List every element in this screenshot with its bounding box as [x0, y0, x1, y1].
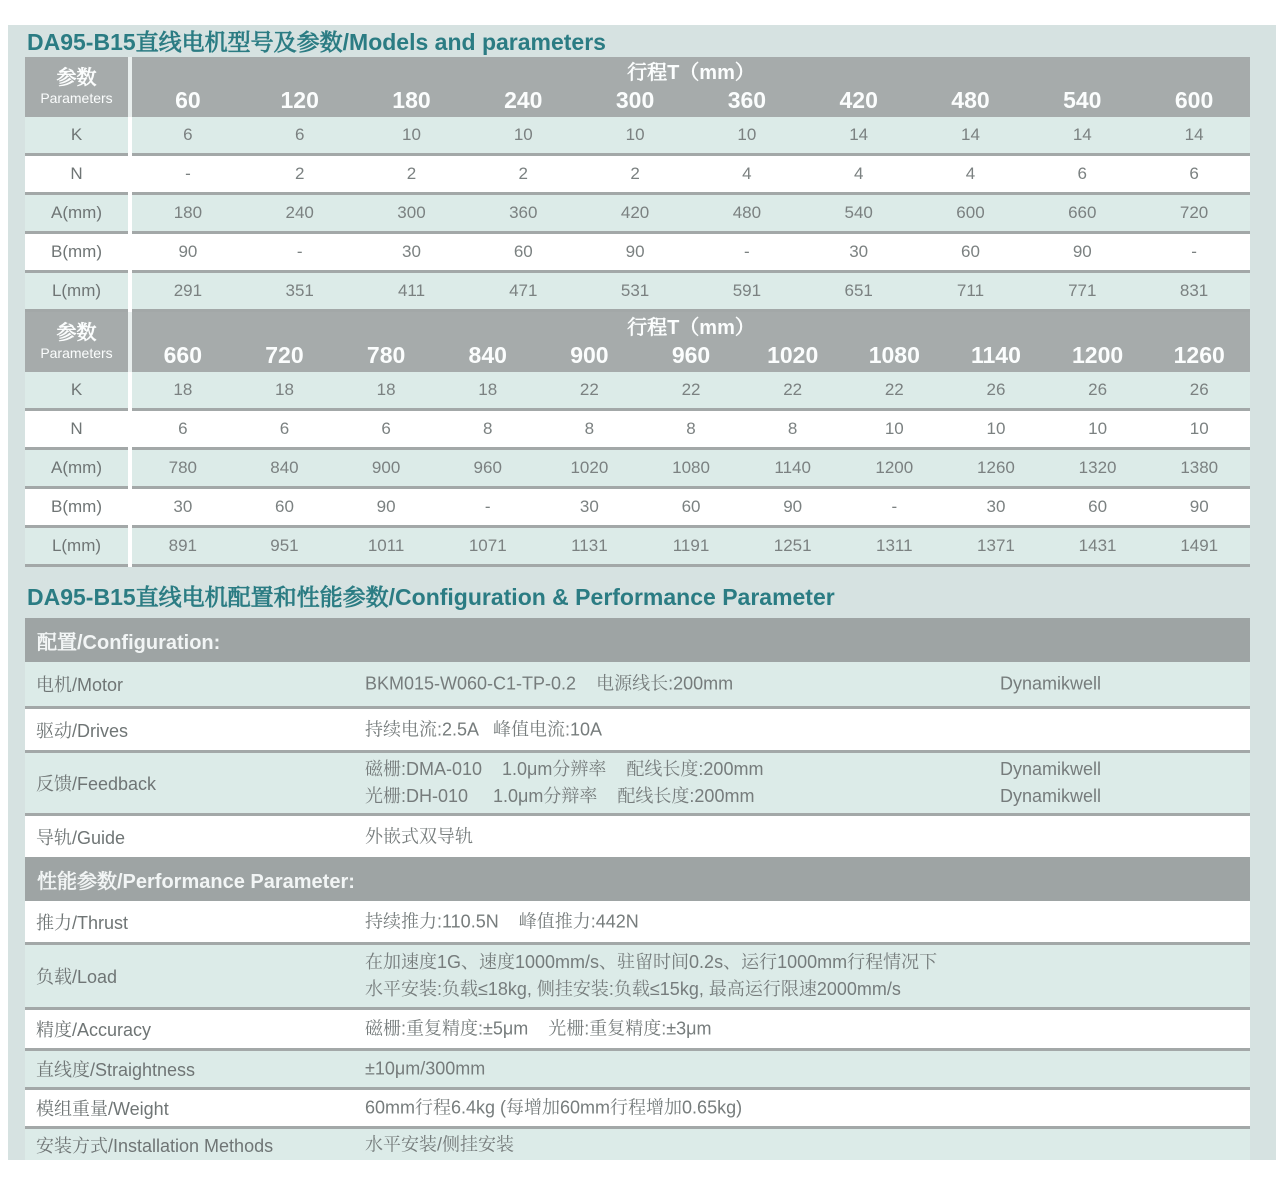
- table-cell: 10: [884, 419, 904, 438]
- table-cell: 8: [686, 419, 696, 438]
- row-data: [132, 411, 1250, 447]
- table-cell: 6: [183, 125, 193, 144]
- table-cell: -: [744, 242, 750, 261]
- spec-label: 推力/Thrust: [36, 912, 129, 933]
- table-cell: 60: [513, 242, 533, 261]
- column-headers: [132, 341, 1250, 369]
- table-cell: -: [185, 164, 191, 183]
- spec-values: [365, 823, 473, 850]
- table-cell: 6: [279, 419, 290, 438]
- row-label: K: [70, 380, 83, 399]
- table-cell: 1080: [672, 458, 710, 477]
- table-cell: 831: [1179, 281, 1209, 300]
- spec-values: [365, 756, 1102, 810]
- table-cell: 720: [1179, 203, 1209, 222]
- table-cell: -: [891, 497, 898, 516]
- table-cell: 411: [397, 281, 426, 300]
- table-cell: 1140: [774, 458, 811, 477]
- table-cell: 6: [1077, 164, 1087, 183]
- table-cell: 4: [965, 164, 976, 183]
- spec-value-line: [365, 783, 1102, 810]
- configuration-section: [25, 618, 1250, 857]
- content-panel: [8, 25, 1276, 1160]
- table-cell: 1020: [570, 458, 609, 477]
- spec-label: 导轨/Guide: [36, 827, 126, 848]
- row-data: [132, 195, 1250, 231]
- table-cell: 291: [173, 281, 203, 300]
- table-cell: 6: [178, 419, 188, 438]
- spec-label: 负载/Load: [36, 967, 118, 987]
- column-header: 660: [163, 342, 202, 368]
- column-headers: [132, 86, 1250, 114]
- parameters-header-cell: [25, 57, 128, 117]
- table-row: [25, 117, 1250, 153]
- row-label: N: [70, 419, 83, 438]
- row-data: [132, 450, 1250, 486]
- table-cell: 22: [783, 380, 803, 399]
- column-header: 420: [839, 87, 878, 113]
- column-header: 180: [392, 87, 431, 113]
- spec-row: [25, 816, 1250, 857]
- row-label: A(mm): [51, 203, 102, 222]
- table-cell: 30: [173, 497, 193, 516]
- table-cell: 1320: [1078, 458, 1117, 477]
- spec-value: 水平安装:负载≤18kg, 侧挂安装:负载≤15kg, 最高运行限速2000mm/s: [365, 979, 901, 999]
- table-cell: 18: [376, 380, 396, 399]
- table-cell: 840: [270, 458, 299, 477]
- table-cell: 1071: [468, 536, 507, 555]
- row-label: A(mm): [51, 458, 102, 477]
- table-cell: 660: [1068, 203, 1097, 222]
- table-row: [25, 372, 1250, 408]
- column-header: 1080: [868, 342, 920, 368]
- spec-value: 磁栅:DMA-010 1.0μm分辨率 配线长度:200mm: [365, 759, 764, 779]
- config-title: DA95-B15直线电机配置和性能参数/Configuration & Performance Parameter: [27, 584, 835, 610]
- table-row: [25, 489, 1250, 525]
- table-header-row: [25, 312, 1250, 372]
- table-cell: 10: [402, 125, 421, 144]
- column-header: 840: [468, 342, 507, 368]
- column-header: 1260: [1173, 342, 1225, 368]
- table-cell: 60: [275, 497, 294, 516]
- row-data: [132, 117, 1250, 153]
- table-cell: 22: [681, 380, 701, 399]
- table-cell: 420: [620, 203, 650, 222]
- section-header: 配置/Configuration:: [25, 618, 1250, 662]
- table-cell: 14: [961, 125, 980, 144]
- table-cell: 1011: [367, 536, 405, 555]
- table-cell: 18: [173, 380, 193, 399]
- spec-value: 在加速度1G、速度1000mm/s、驻留时间0.2s、运行1000mm行程情况下: [365, 952, 938, 972]
- table-cell: 891: [168, 536, 197, 555]
- spec-label: 驱动/Drives: [36, 720, 129, 741]
- table-cell: 2: [630, 164, 640, 183]
- row-data: [132, 372, 1250, 408]
- table-cell: 30: [986, 497, 1006, 516]
- table-cell: 1491: [1180, 536, 1219, 555]
- column-header: 60: [175, 87, 201, 113]
- spec-label: 直线度/Straightness: [36, 1060, 196, 1080]
- table-header-row: [25, 57, 1250, 117]
- table-cell: 26: [1088, 380, 1108, 399]
- brand-name: Dynamikwell: [1000, 673, 1102, 694]
- table-cell: 771: [1068, 281, 1097, 300]
- table-cell: 6: [1189, 164, 1199, 183]
- spec-label: 电机/Motor: [36, 675, 124, 695]
- table-cell: 18: [275, 380, 294, 399]
- table-cell: 360: [509, 203, 538, 222]
- spec-row: [25, 753, 1250, 813]
- spec-values: [365, 1131, 514, 1158]
- spec-value-line: [365, 1056, 485, 1083]
- column-header: 1020: [767, 342, 819, 368]
- spec-values: [365, 949, 937, 1003]
- column-header: 600: [1174, 87, 1214, 113]
- table-cell: 540: [844, 203, 873, 222]
- table-cell: -: [296, 242, 303, 261]
- spec-values: [365, 908, 639, 935]
- column-header: 240: [504, 87, 543, 113]
- table-cell: 6: [294, 125, 305, 144]
- row-data: [132, 489, 1250, 525]
- table-cell: 90: [783, 497, 803, 516]
- spec-value: BKM015-W060-C1-TP-0.2 电源线长:200mm: [365, 673, 734, 694]
- spec-label: 安装方式/Installation Methods: [36, 1135, 274, 1156]
- table-cell: 14: [849, 125, 869, 144]
- table-cell: 1431: [1078, 536, 1117, 555]
- spec-value: 持续推力:110.5N 峰值推力:442N: [365, 911, 639, 931]
- table-cell: 351: [285, 281, 314, 300]
- parameters-label-cn: 参数: [56, 67, 97, 89]
- table-cell: 8: [584, 419, 595, 438]
- table-cell: 1371: [977, 536, 1015, 555]
- table-row: [25, 528, 1250, 564]
- stroke-header-cell: [132, 312, 1250, 372]
- stroke-title: 行程T（mm）: [627, 317, 755, 339]
- row-label: B(mm): [51, 242, 102, 261]
- table-row: [25, 411, 1250, 447]
- table-cell: 8: [787, 419, 798, 438]
- table-row: [25, 234, 1250, 270]
- table-cell: 10: [625, 125, 645, 144]
- spec-value-line: [365, 1131, 514, 1158]
- parameters-label-cn: 参数: [56, 322, 97, 344]
- table-cell: 60: [681, 497, 701, 516]
- table-cell: 10: [986, 419, 1006, 438]
- table-cell: 651: [844, 281, 873, 300]
- table-cell: 30: [402, 242, 421, 261]
- column-header: 900: [570, 342, 609, 368]
- table-cell: 22: [579, 380, 599, 399]
- row-label: L(mm): [51, 536, 102, 555]
- column-header: 780: [366, 342, 406, 368]
- table-cell: 1311: [876, 536, 913, 555]
- stroke-title: 行程T（mm）: [627, 62, 755, 84]
- column-header: 720: [265, 342, 304, 368]
- spec-label: 模组重量/Weight: [36, 1099, 169, 1119]
- table-cell: 300: [397, 203, 426, 222]
- spec-label: 精度/Accuracy: [36, 1020, 152, 1040]
- table-row: [25, 450, 1250, 486]
- spec-row: [25, 901, 1250, 942]
- spec-values: [365, 1056, 485, 1083]
- table-cell: 30: [579, 497, 599, 516]
- separator-segment: [132, 564, 1250, 567]
- spec-value: 水平安装/侧挂安装: [365, 1134, 515, 1154]
- spec-value-line: [365, 1016, 712, 1043]
- spec-value-line: [365, 716, 602, 743]
- table-cell: 10: [1189, 419, 1209, 438]
- brand-name: Dynamikwell: [1000, 786, 1102, 806]
- spec-values: [365, 1016, 712, 1043]
- spec-value: 光栅:DH-010 1.0μm分辩率 配线长度:200mm: [365, 786, 755, 806]
- spec-row: [25, 709, 1250, 750]
- row-label: K: [70, 125, 83, 144]
- spec-value: 磁栅:重复精度:±5μm 光栅:重复精度:±3μm: [365, 1018, 712, 1039]
- table-cell: 22: [884, 380, 904, 399]
- column-header: 960: [671, 342, 711, 368]
- table-cell: 18: [478, 380, 498, 399]
- stroke-header-cell: [132, 57, 1250, 117]
- table-cell: 1251: [773, 536, 812, 555]
- spec-row: [25, 1090, 1250, 1126]
- table-cell: 90: [625, 242, 645, 261]
- table-cell: 90: [1072, 242, 1092, 261]
- models-table-2: [25, 312, 1250, 567]
- row-data: [132, 156, 1250, 192]
- table-cell: 10: [513, 125, 533, 144]
- table-cell: 26: [1189, 380, 1209, 399]
- table-cell: 90: [376, 497, 396, 516]
- spec-value-line: [365, 976, 937, 1003]
- table-cell: 2: [518, 164, 529, 183]
- table-cell: 240: [285, 203, 314, 222]
- table-cell: 591: [732, 281, 762, 300]
- table-cell: 30: [849, 242, 869, 261]
- column-header: 360: [727, 87, 767, 113]
- table-cell: 4: [742, 164, 752, 183]
- table-cell: 8: [483, 419, 493, 438]
- table-cell: 960: [473, 458, 502, 477]
- table-cell: 14: [1072, 125, 1092, 144]
- column-header: 120: [280, 87, 319, 113]
- table-cell: 60: [961, 242, 980, 261]
- table-cell: 900: [371, 458, 401, 477]
- table-cell: 531: [620, 281, 650, 300]
- row-data: [132, 273, 1250, 309]
- row-label: B(mm): [51, 497, 102, 516]
- models-table-1: [25, 57, 1250, 312]
- spec-label: 反馈/Feedback: [36, 774, 157, 794]
- spec-row: [25, 1129, 1250, 1160]
- table-cell: 180: [173, 203, 203, 222]
- spec-row: [25, 945, 1250, 1007]
- table-cell: 90: [178, 242, 198, 261]
- column-header: 1140: [970, 342, 1021, 368]
- parameters-header-cell: [25, 312, 128, 372]
- table-cell: 4: [853, 164, 864, 183]
- table-cell: 6: [381, 419, 391, 438]
- spec-row: [25, 662, 1250, 706]
- table-cell: 60: [1088, 497, 1108, 516]
- row-data: [132, 234, 1250, 270]
- spec-value-line: [365, 671, 1102, 698]
- spec-value-line: [365, 949, 937, 976]
- table-cell: 1380: [1180, 458, 1219, 477]
- spec-row: [25, 1010, 1250, 1048]
- table-cell: 2: [294, 164, 305, 183]
- table-cell: 600: [956, 203, 985, 222]
- row-separator: [25, 564, 1250, 567]
- spec-value: ±10μm/300mm: [365, 1058, 486, 1079]
- models-title: DA95-B15直线电机型号及参数/Models and parameters: [27, 29, 606, 55]
- table-cell: 14: [1184, 125, 1204, 144]
- separator-segment: [25, 564, 128, 567]
- spec-value-line: [365, 1095, 742, 1122]
- table-cell: 1131: [571, 536, 608, 555]
- spec-value-line: [365, 756, 1102, 783]
- table-cell: -: [484, 497, 491, 516]
- parameters-label-en: Parameters: [40, 345, 113, 361]
- table-cell: 26: [986, 380, 1006, 399]
- table-cell: 2: [406, 164, 417, 183]
- table-cell: 10: [1088, 419, 1108, 438]
- spec-values: [365, 671, 1102, 698]
- parameters-label-en: Parameters: [40, 90, 113, 106]
- table-cell: 1260: [977, 458, 1015, 477]
- spec-value: 外嵌式双导轨: [365, 826, 473, 846]
- spec-value-line: [365, 908, 639, 935]
- row-data: [132, 528, 1250, 564]
- table-cell: 951: [270, 536, 299, 555]
- column-header: 1200: [1072, 342, 1124, 368]
- table-cell: 1191: [672, 536, 710, 555]
- brand-name: Dynamikwell: [1000, 759, 1102, 779]
- column-header: 300: [615, 87, 655, 113]
- spec-row: [25, 1051, 1250, 1087]
- table-cell: 471: [509, 281, 538, 300]
- table-cell: 1200: [875, 458, 914, 477]
- table-cell: 10: [737, 125, 757, 144]
- column-header: 540: [1063, 87, 1102, 113]
- table-row: [25, 273, 1250, 309]
- table-cell: 480: [732, 203, 762, 222]
- row-label: N: [70, 164, 83, 183]
- table-cell: -: [1191, 242, 1197, 261]
- spec-value: 60mm行程6.4kg (每增加60mm行程增加0.65kg): [365, 1097, 743, 1118]
- spec-value-line: [365, 823, 473, 850]
- performance-section: [25, 857, 1250, 1160]
- table-row: [25, 195, 1250, 231]
- spec-values: [365, 716, 602, 743]
- table-row: [25, 156, 1250, 192]
- table-cell: 780: [168, 458, 197, 477]
- section-header: 性能参数/Performance Parameter:: [25, 857, 1250, 901]
- row-label: L(mm): [51, 281, 102, 300]
- column-header: 480: [951, 87, 990, 113]
- spec-value: 持续电流:2.5A 峰值电流:10A: [365, 719, 603, 739]
- table-cell: 90: [1189, 497, 1209, 516]
- spec-values: [365, 1095, 742, 1122]
- table-cell: 711: [956, 281, 985, 300]
